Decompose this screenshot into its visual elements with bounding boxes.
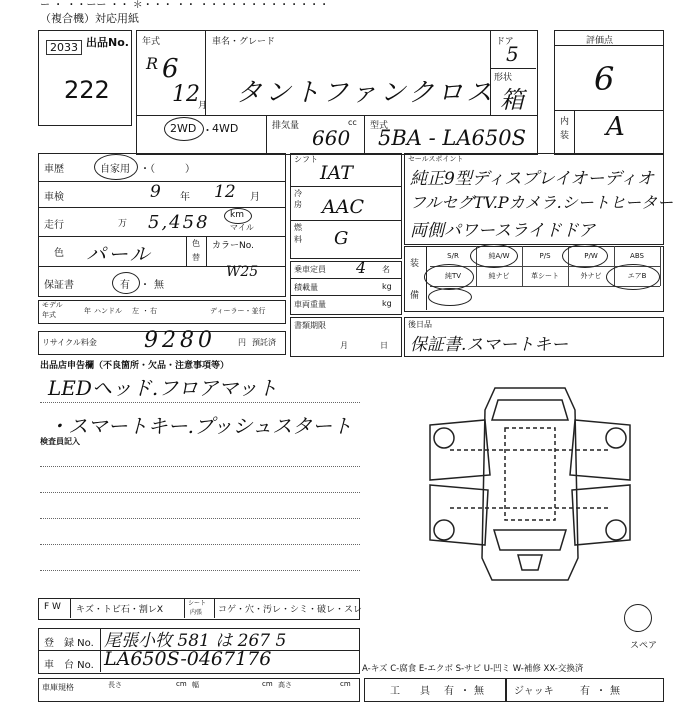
jack-yes: 有 [580, 686, 590, 697]
aircon-l2: 房 [294, 200, 302, 209]
weight-unit: kg [382, 299, 392, 308]
equipment-l2: 備 [410, 291, 420, 301]
door-value: 5 [506, 42, 519, 66]
displacement-label: 排気量 [272, 121, 300, 131]
recycle-value: 9280 [144, 328, 216, 353]
lot-number: 222 [64, 76, 110, 104]
notes-line-1: LEDヘッド.フロアマット [48, 376, 278, 400]
chassis-value: LA650S-0467176 [104, 648, 272, 670]
dims-len-cm: cm [176, 680, 187, 688]
displacement-value: 660 [312, 126, 351, 150]
history-rest: ・（ ） [140, 164, 195, 175]
jack-dot: ・ [596, 686, 606, 697]
year-era: R [146, 54, 159, 73]
load-label: 積載量 [294, 283, 318, 292]
capacity-value: 4 [356, 258, 367, 277]
after-install-label: 後日品 [408, 320, 432, 329]
fuel-value: G [334, 228, 349, 249]
drive-2wd: 2WD [170, 122, 197, 135]
lot-label: 出品No. [86, 36, 129, 49]
displacement-unit: cc [348, 118, 357, 127]
handle-label: ハンドル [94, 307, 122, 315]
dims-len: 長さ [108, 681, 122, 689]
spare-label: スペア [630, 641, 658, 651]
year-label: 年式 [142, 37, 161, 47]
notes-label: 出品店申告欄（不良箇所・欠品・注意事項等） [40, 361, 230, 371]
weight-label: 車両重量 [294, 300, 326, 309]
model-year-prefix: 年 [84, 307, 91, 315]
interior-label-2: 装 [560, 131, 570, 141]
tools-no: 無 [474, 686, 484, 697]
doc-period-month: 月 [340, 341, 348, 350]
doc-period-day: 日 [380, 341, 388, 350]
compat-label: （複合機）対応用紙 [40, 12, 139, 25]
sales-point-line-1: 純正9型ディスプレイオーディオ [410, 169, 655, 189]
fw-codes-2: コゲ・穴・汚レ・シミ・破レ・スレ [218, 605, 363, 615]
color-no-value: W25 [226, 264, 259, 280]
equipment-row2-item: エアB [614, 266, 661, 286]
equipment-l1: 装 [410, 259, 420, 269]
equipment-row1-item: 純A/W [476, 246, 523, 266]
aircon-l1: 冷 [294, 189, 302, 198]
grade-value: 6 [594, 60, 615, 98]
color-sub-2: 替 [192, 253, 200, 262]
sales-point-line-3: 両側パワースライドドア [410, 221, 596, 241]
mileage-km: km [230, 210, 244, 220]
mileage-man: 万 [118, 219, 128, 229]
inspection-label: 車検 [44, 192, 64, 203]
dims-wid: 幅 [192, 681, 199, 689]
shape-value: 箱 [500, 86, 524, 114]
year-value: 6 [162, 54, 179, 84]
handle-left: 左 [132, 307, 139, 315]
inspection-y-unit: 年 [180, 192, 190, 203]
fw-sheet-l1: シート [188, 600, 207, 607]
equipment-row2-item: 革シート [522, 266, 569, 286]
inspection-year: 9 [150, 182, 161, 202]
color-no-label: カラーNo. [212, 241, 254, 251]
equipment-row1-item: ABS [614, 246, 661, 266]
dealer-label: ディーラー・並行 [210, 307, 266, 315]
inspector-label: 検査員記入 [40, 437, 80, 446]
equipment-row1-item: P/S [522, 246, 569, 266]
after-install-value: 保証書.スマートキー [410, 335, 569, 355]
tools-label: 工 具 [390, 686, 430, 697]
shift-label: シフト [294, 155, 318, 164]
recycle-unit: 円 [238, 338, 246, 347]
registration-label: 登 録 No. [44, 638, 94, 649]
mileage-value: 5,458 [148, 212, 210, 233]
fuel-l2: 料 [294, 235, 302, 244]
dims-label: 車庫規格 [42, 683, 74, 692]
shape-label: 形状 [494, 73, 513, 83]
lot-small-no: 2033 [46, 40, 82, 55]
car-label: 車名・グレード [212, 37, 276, 47]
recycle-status: 預託済 [252, 338, 276, 347]
tools-yes: 有 [444, 686, 454, 697]
interior-label-1: 内 [560, 117, 570, 127]
warranty-dot: ・ [140, 280, 150, 291]
mileage-mile: マイル [230, 223, 254, 232]
model-value: 5BA - LA650S [378, 126, 526, 150]
model-year-l1: モデル [42, 301, 63, 309]
recycle-label: リサイクル料金 [42, 338, 97, 347]
capacity-unit: 名 [382, 265, 390, 274]
dims-wid-cm: cm [262, 680, 273, 688]
aircon-value: AAC [322, 196, 364, 218]
sales-point-label: セールスポイント [408, 155, 464, 163]
history-opt: 自家用 [100, 164, 130, 175]
color-label: 色 [54, 248, 64, 259]
color-value: パール [86, 242, 152, 266]
tools-box [364, 678, 506, 702]
equipment-row2-item: 純ナビ [476, 266, 523, 286]
notes-line-2: ・スマートキー.プッシュスタート [48, 414, 353, 438]
capacity-label: 乗車定員 [294, 265, 326, 274]
handle-dot: ・ [142, 307, 149, 315]
fw-sheet-l2: 内張 [190, 609, 203, 616]
header-top-line: ー ・ ・・ーー ・・ ＊・・・ ・・ ・・・・・・・・・・・・・ [40, 0, 330, 11]
drive-sep: ・ [202, 124, 213, 137]
fw-codes: キズ・トビ石・割レX [76, 605, 163, 615]
door-label: ドア [496, 37, 514, 47]
inspection-month: 12 [214, 182, 236, 202]
mileage-label: 走行 [44, 220, 64, 231]
model-year-l2: 年式 [42, 311, 56, 319]
car-diagram [410, 380, 650, 590]
warranty-yes: 有 [120, 280, 130, 291]
jack-no: 無 [610, 686, 620, 697]
handle-right: 右 [150, 307, 157, 315]
inspection-m-unit: 月 [250, 192, 260, 203]
model-label: 型式 [370, 121, 389, 131]
month-value: 12 [172, 82, 200, 107]
tools-dot: ・ [460, 686, 470, 697]
dims-hei: 高さ [278, 681, 292, 689]
doc-period-label: 書類期限 [294, 321, 326, 330]
damage-legend: A-キズ C-腐食 E-エクボ S-サビ U-凹ミ W-補修 XX-交換済 [362, 664, 584, 674]
warranty-label: 保証書 [44, 280, 74, 291]
equipment-row1-item: P/W [568, 246, 615, 266]
color-sub-1: 色 [192, 239, 200, 248]
fw-label: F W [44, 602, 61, 612]
equipment-row1-item: S/R [430, 246, 477, 266]
month-unit: 月 [198, 101, 208, 111]
registration-value: 尾張小牧 581 は 267 5 [104, 631, 287, 651]
interior-value: A [606, 112, 625, 142]
dims-hei-cm: cm [340, 680, 351, 688]
history-label: 車歴 [44, 164, 64, 175]
jack-label: ジャッキ [514, 686, 554, 697]
drive-4wd: 4WD [212, 122, 239, 135]
fuel-l1: 燃 [294, 223, 302, 232]
shift-value: IAT [320, 162, 353, 184]
grade-label: 評価点 [586, 36, 614, 46]
warranty-no: 無 [154, 280, 164, 291]
car-name: タントファンクロス [236, 78, 496, 108]
chassis-label: 車 台 No. [44, 660, 94, 671]
sales-point-line-2: フルセグTV.Pカメラ.シートヒーター [410, 193, 674, 212]
load-unit: kg [382, 282, 392, 291]
equipment-row2-item: 純TV [430, 266, 477, 286]
dims-row [38, 678, 360, 702]
equipment-row2-item: 外ナビ [568, 266, 615, 286]
